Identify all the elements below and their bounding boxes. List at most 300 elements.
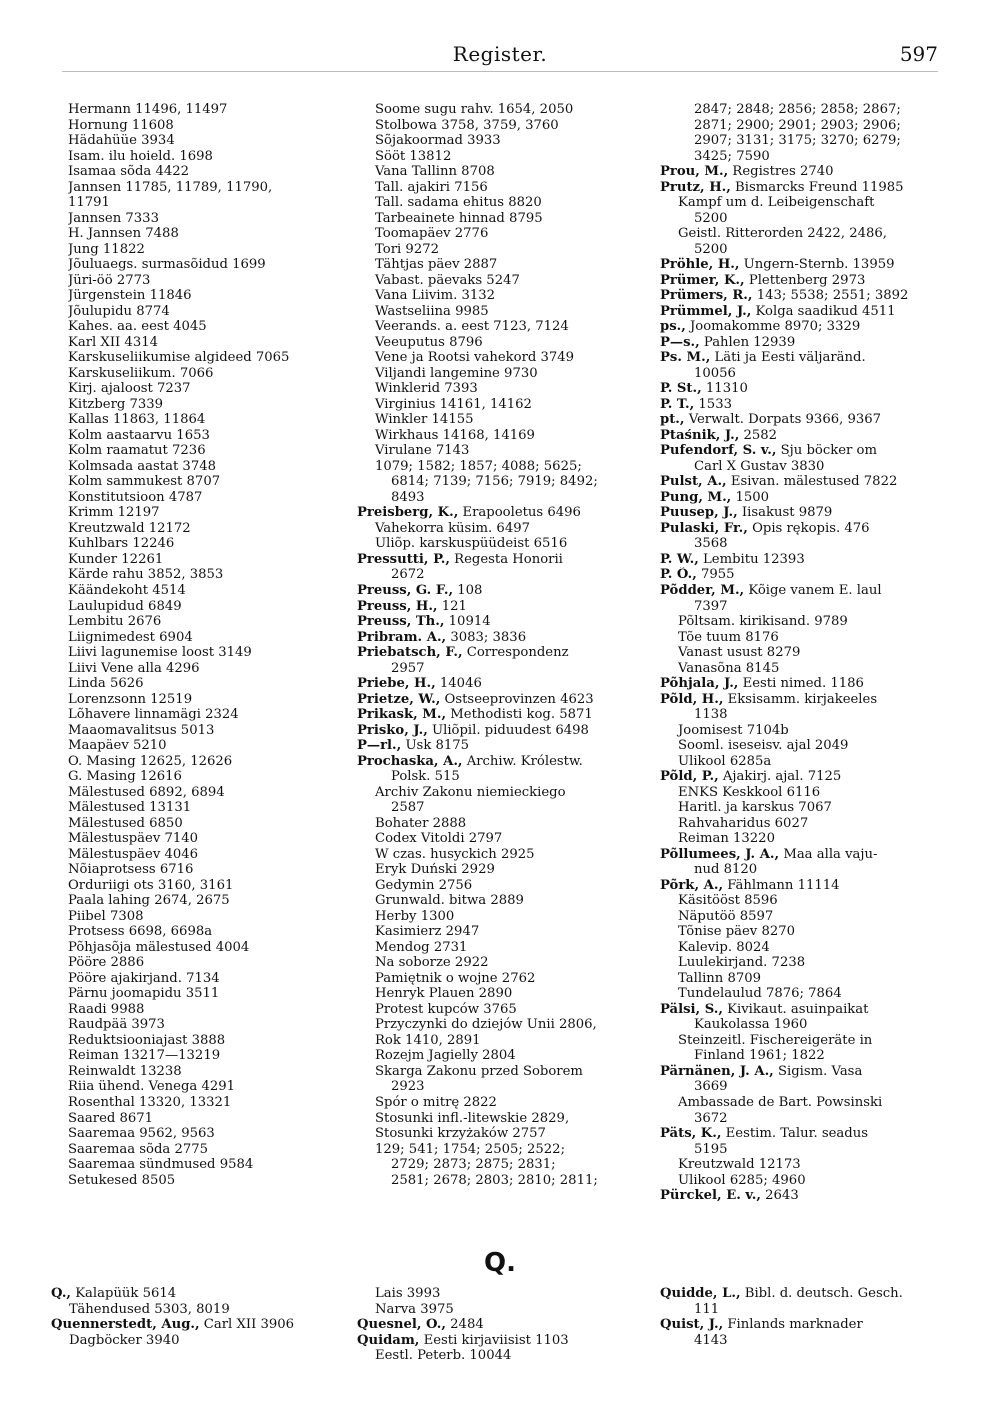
- entry-text: H. Jannsen 7488: [68, 226, 179, 242]
- index-entry: [660, 164, 938, 180]
- index-entry: [68, 940, 340, 956]
- index-entry: [68, 1095, 340, 1111]
- entry-text: Verwalt. Dorpats 9366, 9367: [684, 412, 882, 428]
- entry-text: Carl X Gustav 3830: [694, 458, 825, 474]
- index-entry: [68, 614, 340, 630]
- index-entry: [660, 909, 938, 925]
- index-entry: [660, 180, 938, 196]
- entry-text: Bismarcks Freund 11985: [730, 179, 904, 195]
- index-entry: [68, 893, 340, 909]
- entry-text: Setukesed 8505: [68, 1172, 176, 1188]
- entry-text: Joomisest 7104b: [678, 722, 789, 738]
- index-column-q1: [51, 1286, 336, 1348]
- entry-text: Jüri-öö 2773: [68, 272, 151, 288]
- index-entry: [660, 211, 938, 227]
- entry-text: Liignimedest 6904: [68, 629, 193, 645]
- entry-text: Kuhlbars 12246: [68, 536, 175, 552]
- index-entry: [357, 754, 629, 770]
- index-entry: [68, 1048, 340, 1064]
- index-entry: [660, 257, 938, 273]
- index-entry: [68, 474, 340, 490]
- entry-text: Tall. sadama ehitus 8820: [375, 195, 542, 211]
- index-entry: [68, 273, 340, 289]
- index-entry: [68, 381, 340, 397]
- index-entry: [660, 831, 938, 847]
- entry-text: Reduktsiooniajast 3888: [68, 1032, 226, 1048]
- entry-text: Riia ühend. Venega 4291: [68, 1079, 235, 1095]
- index-entry: [660, 1317, 938, 1333]
- index-entry: [68, 242, 340, 258]
- index-entry: [660, 133, 938, 149]
- index-entry: [660, 273, 938, 289]
- index-entry: [660, 288, 938, 304]
- entry-text: Correspondenz: [462, 645, 569, 661]
- entry-text: Karskuseliikum. 7066: [68, 365, 214, 381]
- entry-text: Fählmann 11114: [723, 877, 840, 893]
- index-entry: [660, 738, 938, 754]
- entry-text: Saaremaa 9562, 9563: [68, 1126, 215, 1142]
- index-entry: [357, 118, 629, 134]
- page-title: Register.: [452, 42, 548, 66]
- index-entry: [68, 1033, 340, 1049]
- entry-text: Kolm sammukest 8707: [68, 474, 221, 490]
- index-entry: [68, 536, 340, 552]
- index-entry: [660, 583, 938, 599]
- index-entry: [357, 1126, 629, 1142]
- index-entry: [357, 1157, 629, 1173]
- index-entry: [357, 242, 629, 258]
- entry-author: ps.,: [660, 319, 686, 335]
- index-entry: [660, 707, 938, 723]
- entry-text: Eksisamm. kirjakeeles: [723, 691, 878, 707]
- index-entry: [357, 785, 629, 801]
- entry-text: Tall. ajakiri 7156: [375, 179, 488, 195]
- index-entry: [68, 769, 340, 785]
- index-entry: [357, 133, 629, 149]
- index-entry: [357, 366, 629, 382]
- entry-text: 1533: [694, 396, 732, 412]
- index-entry: [660, 397, 938, 413]
- entry-text: Reinwaldt 13238: [68, 1063, 182, 1079]
- index-entry: [660, 366, 938, 382]
- index-entry: [660, 645, 938, 661]
- entry-text: Käsitööst 8596: [678, 893, 778, 909]
- index-entry: [51, 1333, 336, 1349]
- entry-text: Dagböcker 3940: [69, 1332, 180, 1348]
- index-entry: [68, 149, 340, 165]
- index-entry: [357, 350, 629, 366]
- entry-text: Erapooletus 6496: [458, 505, 581, 521]
- index-entry: [660, 536, 938, 552]
- entry-author: P. T.,: [660, 396, 695, 412]
- entry-text: 5200: [694, 210, 728, 226]
- entry-text: Tundelaulud 7876; 7864: [678, 986, 842, 1002]
- entry-text: Bibl. d. deutsch. Gesch.: [740, 1286, 903, 1301]
- entry-text: 2581; 2678; 2803; 2810; 2811;: [391, 1172, 598, 1188]
- entry-author: Päts, K.,: [660, 1126, 722, 1142]
- entry-text: Pööre 2886: [68, 955, 145, 971]
- entry-text: Kalevip. 8024: [678, 939, 770, 955]
- index-entry: [357, 1348, 629, 1364]
- entry-text: Geistl. Ritterorden 2422, 2486,: [678, 226, 887, 242]
- index-entry: [68, 288, 340, 304]
- entry-text: Polsk. 515: [391, 769, 460, 785]
- index-entry: [660, 785, 938, 801]
- entry-text: Rahvaharidus 6027: [678, 815, 809, 831]
- index-entry: [660, 1188, 938, 1204]
- index-entry: [357, 707, 629, 723]
- entry-author: P. St.,: [660, 381, 702, 397]
- entry-author: Prikask, M.,: [357, 707, 447, 723]
- index-entry: [357, 893, 629, 909]
- entry-author: Prietze, W.,: [357, 691, 441, 707]
- index-entry: [357, 288, 629, 304]
- index-entry: [660, 1064, 938, 1080]
- entry-text: Tõe tuum 8176: [678, 629, 779, 645]
- index-entry: [660, 552, 938, 568]
- entry-text: Hornung 11608: [68, 117, 174, 133]
- entry-text: Finlands marknader: [723, 1317, 863, 1333]
- index-entry: [660, 1286, 938, 1302]
- entry-author: Põdder, M.,: [660, 582, 745, 598]
- index-entry: [68, 443, 340, 459]
- index-entry: [357, 862, 629, 878]
- index-entry: [660, 924, 938, 940]
- entry-text: Lorenzsonn 12519: [68, 691, 193, 707]
- index-entry: [357, 986, 629, 1002]
- entry-text: Kolga saadikud 4511: [751, 303, 896, 319]
- entry-text: 108: [453, 582, 483, 598]
- entry-text: Vene ja Rootsi vahekord 3749: [375, 350, 575, 366]
- entry-author: Preisberg, K.,: [357, 505, 459, 521]
- index-entry: [68, 226, 340, 242]
- index-entry: [660, 1079, 938, 1095]
- entry-text: Eesti kirjaviisist 1103: [419, 1332, 569, 1348]
- entry-text: Vabast. päevaks 5247: [375, 272, 520, 288]
- index-entry: [357, 1002, 629, 1018]
- entry-text: Saaremaa sündmused 9584: [68, 1157, 254, 1173]
- entry-text: Stosunki infl.-litewskie 2829,: [375, 1110, 570, 1126]
- entry-text: 2729; 2873; 2875; 2831;: [391, 1157, 556, 1173]
- index-entry: [68, 1064, 340, 1080]
- index-entry: [660, 381, 938, 397]
- index-entry: [660, 1126, 938, 1142]
- index-entry: [660, 599, 938, 615]
- entry-text: Raadi 9988: [68, 1001, 145, 1017]
- entry-author: Pufendorf, S. v.,: [660, 443, 777, 459]
- index-entry: [357, 521, 629, 537]
- entry-text: Pärnu joomapidu 3511: [68, 986, 220, 1002]
- index-entry: [357, 955, 629, 971]
- index-entry: [68, 1173, 340, 1189]
- index-entry: [357, 1017, 629, 1033]
- index-entry: [68, 180, 340, 196]
- entry-text: Eesti nimed. 1186: [738, 676, 864, 692]
- entry-text: Lembitu 2676: [68, 614, 162, 630]
- index-entry: [660, 661, 938, 677]
- index-entry: [357, 1111, 629, 1127]
- index-entry: [660, 459, 938, 475]
- index-entry: [357, 924, 629, 940]
- index-entry: [68, 521, 340, 537]
- index-entry: [660, 319, 938, 335]
- entry-text: Rosenthal 13320, 13321: [68, 1095, 232, 1110]
- entry-text: Wirkhaus 14168, 14169: [375, 427, 535, 443]
- index-entry: [357, 769, 629, 785]
- index-entry: [357, 599, 629, 615]
- entry-text: Hermann 11496, 11497: [68, 102, 228, 117]
- index-entry: [660, 630, 938, 646]
- entry-text: Przyczynki do dziejów Unii 2806,: [375, 1017, 597, 1033]
- index-entry: [357, 273, 629, 289]
- entry-text: Mälestuspäev 4046: [68, 846, 199, 862]
- index-entry: [357, 428, 629, 444]
- index-entry: [660, 723, 938, 739]
- entry-text: Tori 9272: [375, 241, 439, 257]
- entry-text: 2957: [391, 660, 425, 676]
- index-entry: [660, 1017, 938, 1033]
- entry-text: 2907; 3131; 3175; 3270; 6279;: [694, 133, 901, 149]
- entry-text: Winklerid 7393: [375, 381, 478, 397]
- entry-text: Narva 3975: [375, 1301, 454, 1317]
- index-entry: [51, 1302, 336, 1318]
- index-entry: [68, 552, 340, 568]
- entry-text: Lembitu 12393: [698, 551, 805, 567]
- entry-text: Põhjasõja mälestused 4004: [68, 939, 250, 955]
- entry-text: Sooml. iseseisv. ajal 2049: [678, 738, 849, 754]
- entry-author: Põhjala, J.,: [660, 676, 739, 692]
- entry-text: Codex Vitoldi 2797: [375, 831, 503, 847]
- entry-text: Ostseeprovinzen 4623: [440, 691, 594, 707]
- entry-text: Piibel 7308: [68, 908, 144, 924]
- entry-text: Ülikool 6285; 4960: [678, 1172, 806, 1188]
- entry-text: Vanasõna 8145: [678, 660, 780, 676]
- index-entry: [357, 1333, 629, 1349]
- index-entry: [660, 521, 938, 537]
- entry-text: Ambassade de Bart. Powsinski: [678, 1095, 883, 1110]
- index-entry: [357, 195, 629, 211]
- entry-author: Puusep, J.,: [660, 505, 738, 521]
- section-letter: Q.: [484, 1248, 516, 1278]
- entry-text: Jannsen 11785, 11789, 11790,: [68, 179, 273, 195]
- index-entry: [357, 630, 629, 646]
- index-entry: [357, 738, 629, 754]
- entry-text: 3425; 7590: [694, 148, 770, 164]
- index-entry: [660, 304, 938, 320]
- entry-author: Pärnänen, J. A.,: [660, 1063, 774, 1079]
- index-entry: [68, 412, 340, 428]
- entry-text: 4143: [694, 1332, 728, 1348]
- entry-text: Kreutzwald 12173: [678, 1157, 801, 1173]
- entry-author: P—rl.,: [357, 738, 402, 754]
- entry-text: Bohater 2888: [375, 815, 467, 831]
- entry-text: Näputöö 8597: [678, 908, 774, 924]
- index-entry: [68, 1002, 340, 1018]
- index-entry: [357, 661, 629, 677]
- index-entry: [68, 723, 340, 739]
- entry-text: Jung 11822: [68, 241, 145, 257]
- entry-text: Archiv Zakonu niemieckiego: [375, 784, 566, 800]
- index-entry: [660, 1157, 938, 1173]
- entry-author: Prochaska, A.,: [357, 753, 463, 769]
- entry-author: Prisko, J.,: [357, 722, 428, 738]
- index-entry: [660, 149, 938, 165]
- entry-text: Archiw. Królestw.: [462, 753, 583, 769]
- entry-text: Sju böcker om: [776, 443, 877, 459]
- entry-author: Pulst, A.,: [660, 474, 727, 490]
- entry-author: Prümmel, J.,: [660, 303, 752, 319]
- index-entry: [357, 304, 629, 320]
- index-entry: [68, 831, 340, 847]
- entry-text: Eestl. Peterb. 10044: [375, 1348, 512, 1364]
- entry-text: Gedymin 2756: [375, 877, 473, 893]
- entry-author: Prou, M.,: [660, 164, 729, 180]
- entry-text: 5195: [694, 1141, 728, 1157]
- entry-text: Käändekoht 4514: [68, 582, 186, 598]
- entry-text: Henryk Plauen 2890: [375, 986, 513, 1002]
- entry-text: Isam. ilu hoield. 1698: [68, 148, 213, 164]
- entry-text: Eryk Duński 2929: [375, 862, 495, 878]
- entry-author: Pung, M.,: [660, 489, 732, 505]
- index-entry: [357, 180, 629, 196]
- index-entry: [357, 552, 629, 568]
- index-entry: [357, 381, 629, 397]
- entry-text: Nõiaprotsess 6716: [68, 862, 194, 878]
- entry-text: Toomapäev 2776: [375, 226, 489, 242]
- index-entry: [660, 242, 938, 258]
- index-entry: [68, 459, 340, 475]
- entry-text: ENKS Keskkool 6116: [678, 784, 821, 800]
- entry-text: 6814; 7139; 7156; 7919; 8492;: [391, 474, 598, 490]
- index-entry: [660, 412, 938, 428]
- entry-text: nud 8120: [694, 862, 758, 878]
- entry-text: Üliõpil. piduudest 6498: [427, 722, 589, 738]
- entry-text: 14046: [435, 676, 482, 692]
- entry-text: Winkler 14155: [375, 412, 474, 428]
- entry-text: Kitzberg 7339: [68, 396, 164, 412]
- entry-text: Veeuputus 8796: [375, 334, 483, 350]
- entry-author: P. W.,: [660, 551, 699, 567]
- index-column-q2: [357, 1286, 629, 1364]
- index-entry: [357, 614, 629, 630]
- entry-text: Lõhavere linnamägi 2324: [68, 707, 239, 723]
- index-entry: [68, 1017, 340, 1033]
- entry-author: Pröhle, H.,: [660, 257, 740, 273]
- index-entry: [357, 1317, 629, 1333]
- entry-text: Mälestused 6892, 6894: [68, 784, 225, 800]
- entry-author: Pürckel, E. v.,: [660, 1188, 761, 1204]
- entry-text: Vahekorra küsim. 6497: [375, 520, 530, 536]
- entry-author: Ptaśnik, J.,: [660, 427, 740, 443]
- entry-text: O. Masing 12625, 12626: [68, 753, 233, 769]
- entry-text: Mendog 2731: [375, 939, 468, 955]
- entry-text: Virginius 14161, 14162: [375, 396, 532, 412]
- entry-text: 3669: [694, 1079, 728, 1095]
- index-entry: [357, 940, 629, 956]
- entry-text: Mälestused 6850: [68, 815, 183, 831]
- entry-text: Tarbeainete hinnad 8795: [375, 210, 543, 226]
- index-entry: [68, 211, 340, 227]
- entry-text: Linda 5626: [68, 676, 144, 692]
- entry-text: 2923: [391, 1079, 425, 1095]
- index-entry: [660, 350, 938, 366]
- entry-text: Virulane 7143: [375, 443, 470, 459]
- entry-author: Priebe, H.,: [357, 676, 436, 692]
- entry-text: Carl XII 3906: [199, 1317, 295, 1333]
- index-entry: [357, 459, 629, 475]
- entry-text: Liivi Vene alla 4296: [68, 660, 200, 676]
- index-entry: [68, 319, 340, 335]
- entry-text: Ajakirj. ajal. 7125: [718, 769, 842, 785]
- index-entry: [660, 800, 938, 816]
- index-entry: [660, 226, 938, 242]
- index-entry: [660, 1333, 938, 1349]
- index-entry: [357, 676, 629, 692]
- index-entry: [357, 847, 629, 863]
- index-entry: [660, 1302, 938, 1318]
- index-entry: [660, 335, 938, 351]
- entry-text: Registres 2740: [728, 164, 834, 180]
- entry-author: Pälsi, S.,: [660, 1001, 723, 1017]
- entry-author: Quist, J.,: [660, 1317, 724, 1333]
- index-entry: [660, 940, 938, 956]
- entry-text: Kalapüük 5614: [71, 1286, 177, 1301]
- index-entry: [357, 1286, 629, 1302]
- entry-text: Ungern-Sternb. 13959: [739, 257, 895, 273]
- index-entry: [357, 335, 629, 351]
- entry-text: 1138: [694, 707, 728, 723]
- entry-text: Jannsen 7333: [68, 210, 159, 226]
- index-entry: [357, 583, 629, 599]
- entry-text: Tallinn 8709: [678, 970, 762, 986]
- entry-text: Läti ja Eesti väljaränd.: [710, 350, 866, 366]
- entry-text: Orduriigi ots 3160, 3161: [68, 877, 234, 893]
- entry-text: Vanast usust 8279: [678, 645, 801, 661]
- index-entry: [68, 878, 340, 894]
- index-entry: [68, 707, 340, 723]
- entry-text: Esivan. mälestused 7822: [726, 474, 898, 490]
- index-entry: [68, 428, 340, 444]
- index-entry: [357, 443, 629, 459]
- entry-text: Maa alla vaju-: [779, 846, 878, 862]
- entry-text: 3672: [694, 1110, 728, 1126]
- index-entry: [357, 319, 629, 335]
- index-entry: [68, 195, 340, 211]
- index-entry: [660, 878, 938, 894]
- index-entry: [660, 955, 938, 971]
- entry-author: Quidam,: [357, 1332, 420, 1348]
- index-entry: [357, 1142, 629, 1158]
- entry-text: Karskuseliikumise algideed 7065: [68, 350, 290, 366]
- index-entry: [68, 1142, 340, 1158]
- entry-text: Sõjakoormad 3933: [375, 133, 501, 149]
- index-column-3: [660, 102, 938, 1204]
- index-entry: [51, 1317, 336, 1333]
- index-entry: [68, 1111, 340, 1127]
- entry-text: 7397: [694, 598, 728, 614]
- entry-text: Kahes. aa. eest 4045: [68, 319, 207, 335]
- index-entry: [357, 257, 629, 273]
- entry-text: Üliõp. karskuspüüdeist 6516: [375, 536, 568, 552]
- entry-text: 2587: [391, 800, 425, 816]
- entry-author: P—s.,: [660, 334, 700, 350]
- entry-text: 2672: [391, 567, 425, 583]
- entry-author: pt.,: [660, 412, 685, 428]
- entry-text: 8493: [391, 489, 425, 505]
- index-entry: [660, 195, 938, 211]
- entry-author: Quennerstedt, Aug.,: [51, 1317, 200, 1333]
- entry-text: Rok 1410, 2891: [375, 1032, 481, 1048]
